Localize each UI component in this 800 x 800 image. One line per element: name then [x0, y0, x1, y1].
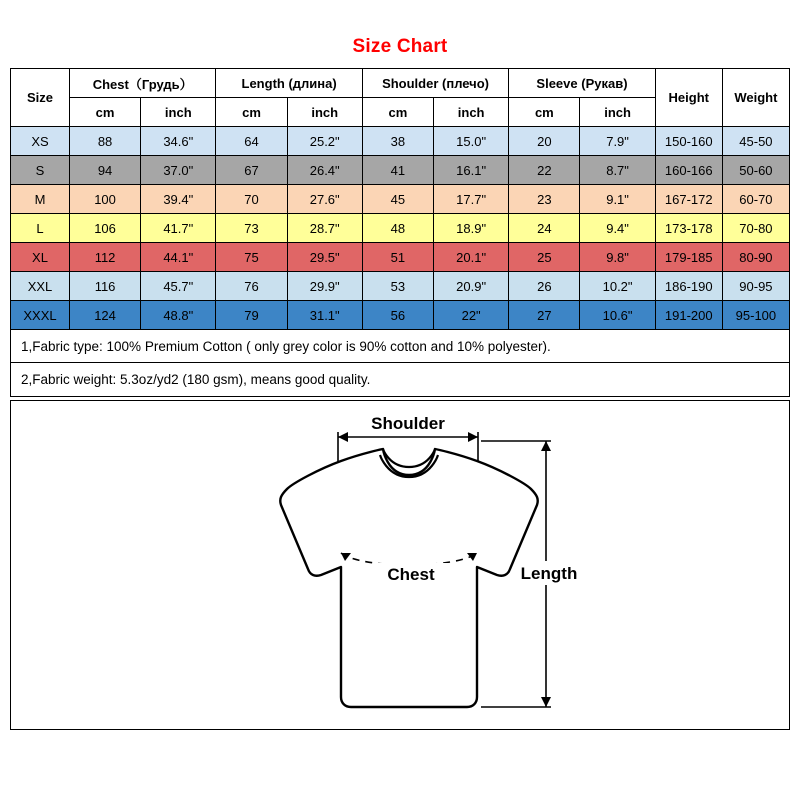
cell-shoulder-cm: 51	[362, 243, 433, 272]
cell-height-cm: 179-185	[655, 243, 722, 272]
header-sleeve: Sleeve (Рукав)	[509, 69, 655, 98]
cell-sleeve-in: 9.8"	[580, 243, 655, 272]
cell-height-cm: 191-200	[655, 301, 722, 330]
cell-shoulder-in: 17.7"	[434, 185, 509, 214]
cell-weight-kg: 45-50	[722, 127, 789, 156]
cell-length-cm: 79	[216, 301, 287, 330]
cell-chest-cm: 116	[69, 272, 140, 301]
header-chest: Chest（Грудь）	[69, 69, 215, 98]
cell-weight-kg: 90-95	[722, 272, 789, 301]
header-shoulder-cm: cm	[362, 98, 433, 127]
cell-chest-in: 34.6"	[141, 127, 216, 156]
cell-length-cm: 64	[216, 127, 287, 156]
cell-chest-cm: 100	[69, 185, 140, 214]
note-fabric-weight: 2,Fabric weight: 5.3oz/yd2 (180 gsm), means good quality.	[21, 372, 371, 387]
cell-chest-cm: 112	[69, 243, 140, 272]
cell-sleeve-cm: 20	[509, 127, 580, 156]
chest-label: Chest	[387, 565, 435, 584]
tshirt-diagram	[10, 400, 790, 730]
cell-sleeve-cm: 23	[509, 185, 580, 214]
cell-shoulder-cm: 41	[362, 156, 433, 185]
cell-length-cm: 73	[216, 214, 287, 243]
cell-shoulder-cm: 48	[362, 214, 433, 243]
header-sleeve-cm: cm	[509, 98, 580, 127]
cell-height-cm: 173-178	[655, 214, 722, 243]
cell-sleeve-in: 10.6"	[580, 301, 655, 330]
row-size-label: L	[11, 214, 70, 243]
header-height: Height	[655, 69, 722, 127]
cell-weight-kg: 70-80	[722, 214, 789, 243]
table-row	[11, 127, 790, 156]
cell-shoulder-in: 15.0"	[434, 127, 509, 156]
cell-height-cm: 150-160	[655, 127, 722, 156]
cell-sleeve-cm: 22	[509, 156, 580, 185]
table-row	[11, 185, 790, 214]
row-size-label: M	[11, 185, 70, 214]
header-length: Length (длина)	[216, 69, 362, 98]
cell-length-cm: 67	[216, 156, 287, 185]
cell-shoulder-cm: 45	[362, 185, 433, 214]
cell-sleeve-cm: 26	[509, 272, 580, 301]
cell-length-in: 29.5"	[287, 243, 362, 272]
note-fabric-type: 1,Fabric type: 100% Premium Cotton ( only grey color is 90% cotton and 10% polyester).	[11, 330, 789, 363]
header-length-cm: cm	[216, 98, 287, 127]
cell-length-in: 26.4"	[287, 156, 362, 185]
table-row	[11, 301, 790, 330]
cell-weight-kg: 95-100	[722, 301, 789, 330]
table-row	[11, 272, 790, 301]
row-size-label: XL	[11, 243, 70, 272]
header-shoulder-inch: inch	[434, 98, 509, 127]
header-chest-cm: cm	[69, 98, 140, 127]
cell-chest-in: 41.7"	[141, 214, 216, 243]
row-size-label: S	[11, 156, 70, 185]
cell-shoulder-in: 20.9"	[434, 272, 509, 301]
cell-shoulder-in: 16.1"	[434, 156, 509, 185]
table-row	[11, 243, 790, 272]
cell-sleeve-cm: 27	[509, 301, 580, 330]
cell-sleeve-in: 7.9"	[580, 127, 655, 156]
header-shoulder: Shoulder (плечо)	[362, 69, 508, 98]
cell-length-in: 27.6"	[287, 185, 362, 214]
cell-weight-kg: 80-90	[722, 243, 789, 272]
cell-length-in: 31.1"	[287, 301, 362, 330]
table-header-group-row	[11, 69, 790, 98]
cell-height-cm: 160-166	[655, 156, 722, 185]
cell-height-cm: 186-190	[655, 272, 722, 301]
shoulder-label: Shoulder	[371, 414, 445, 433]
table-row	[11, 156, 790, 185]
cell-length-cm: 70	[216, 185, 287, 214]
size-chart-table	[10, 68, 790, 330]
header-size: Size	[11, 69, 70, 127]
row-size-label: XS	[11, 127, 70, 156]
cell-chest-in: 44.1"	[141, 243, 216, 272]
table-row	[11, 214, 790, 243]
cell-chest-cm: 106	[69, 214, 140, 243]
length-label: Length	[520, 564, 578, 583]
page-title: Size Chart	[352, 36, 448, 57]
cell-chest-in: 48.8"	[141, 301, 216, 330]
cell-length-cm: 76	[216, 272, 287, 301]
cell-length-in: 29.9"	[287, 272, 362, 301]
cell-shoulder-cm: 38	[362, 127, 433, 156]
cell-shoulder-in: 20.1"	[434, 243, 509, 272]
cell-length-in: 25.2"	[287, 127, 362, 156]
header-length-inch: inch	[287, 98, 362, 127]
header-chest-inch: inch	[141, 98, 216, 127]
cell-sleeve-in: 9.4"	[580, 214, 655, 243]
row-size-label: XXXL	[11, 301, 70, 330]
cell-chest-in: 45.7"	[141, 272, 216, 301]
header-weight: Weight	[722, 69, 789, 127]
cell-weight-kg: 60-70	[722, 185, 789, 214]
notes-block	[10, 330, 790, 397]
row-size-label: XXL	[11, 272, 70, 301]
cell-chest-cm: 88	[69, 127, 140, 156]
cell-shoulder-cm: 53	[362, 272, 433, 301]
cell-sleeve-in: 8.7"	[580, 156, 655, 185]
cell-weight-kg: 50-60	[722, 156, 789, 185]
cell-shoulder-cm: 56	[362, 301, 433, 330]
cell-shoulder-in: 22"	[434, 301, 509, 330]
cell-length-in: 28.7"	[287, 214, 362, 243]
cell-chest-cm: 124	[69, 301, 140, 330]
cell-sleeve-cm: 24	[509, 214, 580, 243]
cell-sleeve-in: 10.2"	[580, 272, 655, 301]
cell-shoulder-in: 18.9"	[434, 214, 509, 243]
table-body	[11, 127, 790, 330]
cell-length-cm: 75	[216, 243, 287, 272]
cell-chest-in: 39.4"	[141, 185, 216, 214]
cell-height-cm: 167-172	[655, 185, 722, 214]
cell-chest-in: 37.0"	[141, 156, 216, 185]
cell-sleeve-cm: 25	[509, 243, 580, 272]
header-sleeve-inch: inch	[580, 98, 655, 127]
cell-chest-cm: 94	[69, 156, 140, 185]
cell-sleeve-in: 9.1"	[580, 185, 655, 214]
